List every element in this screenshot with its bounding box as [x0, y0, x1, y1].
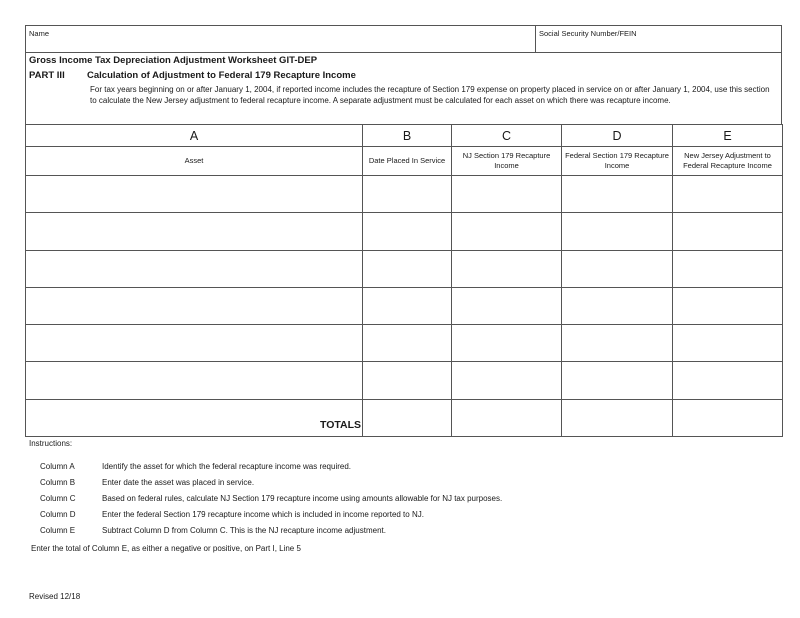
nj-adjustment-cell[interactable]: [673, 250, 783, 287]
table-row: [26, 325, 783, 362]
date-cell[interactable]: [363, 362, 452, 399]
instruction-column: Column D: [40, 510, 76, 519]
part-label: PART III: [29, 70, 65, 81]
part-title: Calculation of Adjustment to Federal 179 Recapture Income: [87, 70, 356, 81]
instruction-item: [40, 478, 254, 488]
asset-cell[interactable]: [26, 325, 363, 362]
part-description: For tax years beginning on or after January 1, 2004, if reported income includes the recapture of Section 179 expense on property placed in service on or after January 1, 2004, use this section to calculate the New Jersey adjustment to federal recapture income. A separate adjustment must be calculated for each asset on which there was recapture income.: [90, 85, 770, 105]
totals-date-cell[interactable]: [363, 399, 452, 436]
date-cell[interactable]: [363, 213, 452, 250]
nj-adjustment-cell[interactable]: [673, 176, 783, 213]
table-row: [26, 287, 783, 324]
worksheet-title: Gross Income Tax Depreciation Adjustment Worksheet GIT-DEP: [29, 55, 318, 66]
nj-recapture-cell[interactable]: [452, 362, 562, 399]
nj-adjustment-cell[interactable]: [673, 362, 783, 399]
column-letter-a: A: [26, 125, 363, 147]
table-row: [26, 250, 783, 287]
asset-cell[interactable]: [26, 287, 363, 324]
column-header-asset: Asset: [26, 147, 363, 176]
name-label: Name: [29, 29, 50, 38]
name-ssn-row: [25, 25, 782, 53]
instruction-column: Column B: [40, 478, 76, 487]
total-note: Enter the total of Column E, as either a negative or positive, on Part I, Line 5: [31, 544, 301, 553]
name-field[interactable]: [26, 26, 536, 52]
nj-recapture-cell[interactable]: [452, 250, 562, 287]
instruction-text: Enter date the asset was placed in service.: [102, 478, 255, 487]
column-letter-e: E: [673, 125, 783, 147]
date-cell[interactable]: [363, 287, 452, 324]
federal-recapture-cell[interactable]: [562, 362, 673, 399]
nj-recapture-cell[interactable]: [452, 213, 562, 250]
instructions-heading: Instructions:: [29, 439, 73, 448]
revision-date: Revised 12/18: [29, 592, 81, 601]
federal-recapture-cell[interactable]: [562, 325, 673, 362]
instruction-column: Column E: [40, 526, 76, 535]
asset-cell[interactable]: [26, 213, 363, 250]
instruction-column: Column C: [40, 494, 76, 503]
totals-label: TOTALS: [26, 399, 363, 436]
column-header-federal-recapture: Federal Section 179 Recapture Income: [562, 147, 673, 176]
asset-cell[interactable]: [26, 362, 363, 399]
nj-adjustment-cell[interactable]: [673, 213, 783, 250]
totals-federal-recapture-cell[interactable]: [562, 399, 673, 436]
nj-recapture-cell[interactable]: [452, 176, 562, 213]
column-header-row: [26, 147, 783, 176]
date-cell[interactable]: [363, 325, 452, 362]
table-row: [26, 362, 783, 399]
part-header: [25, 53, 782, 124]
instruction-column: Column A: [40, 462, 75, 471]
instruction-item: [40, 494, 502, 504]
recapture-table: [25, 124, 783, 437]
column-letter-row: [26, 125, 783, 147]
table-row: [26, 213, 783, 250]
column-header-nj-adjustment: New Jersey Adjustment to Federal Recapture Income: [673, 147, 783, 176]
column-header-nj-recapture: NJ Section 179 Recapture Income: [452, 147, 562, 176]
ssn-fein-field[interactable]: [536, 26, 781, 52]
federal-recapture-cell[interactable]: [562, 287, 673, 324]
federal-recapture-cell[interactable]: [562, 213, 673, 250]
nj-recapture-cell[interactable]: [452, 325, 562, 362]
column-letter-d: D: [562, 125, 673, 147]
date-cell[interactable]: [363, 250, 452, 287]
instruction-item: [40, 510, 424, 520]
federal-recapture-cell[interactable]: [562, 250, 673, 287]
federal-recapture-cell[interactable]: [562, 176, 673, 213]
instruction-text: Subtract Column D from Column C. This is the NJ recapture income adjustment.: [102, 526, 386, 535]
ssn-label: Social Security Number/FEIN: [539, 29, 637, 38]
instruction-text: Based on federal rules, calculate NJ Section 179 recapture income using amounts allowable for NJ tax purposes.: [102, 494, 503, 503]
column-letter-c: C: [452, 125, 562, 147]
column-header-date: Date Placed In Service: [363, 147, 452, 176]
nj-adjustment-cell[interactable]: [673, 325, 783, 362]
asset-cell[interactable]: [26, 176, 363, 213]
instruction-item: [40, 526, 386, 536]
totals-row: [26, 399, 783, 436]
nj-adjustment-cell[interactable]: [673, 287, 783, 324]
instruction-item: [40, 462, 351, 472]
asset-cell[interactable]: [26, 250, 363, 287]
column-letter-b: B: [363, 125, 452, 147]
instruction-text: Enter the federal Section 179 recapture income which is included in income reported to NJ.: [102, 510, 424, 519]
instruction-text: Identify the asset for which the federal recapture income was required.: [102, 462, 352, 471]
table-row: [26, 176, 783, 213]
nj-recapture-cell[interactable]: [452, 287, 562, 324]
date-cell[interactable]: [363, 176, 452, 213]
totals-nj-adjustment-cell[interactable]: [673, 399, 783, 436]
totals-nj-recapture-cell[interactable]: [452, 399, 562, 436]
